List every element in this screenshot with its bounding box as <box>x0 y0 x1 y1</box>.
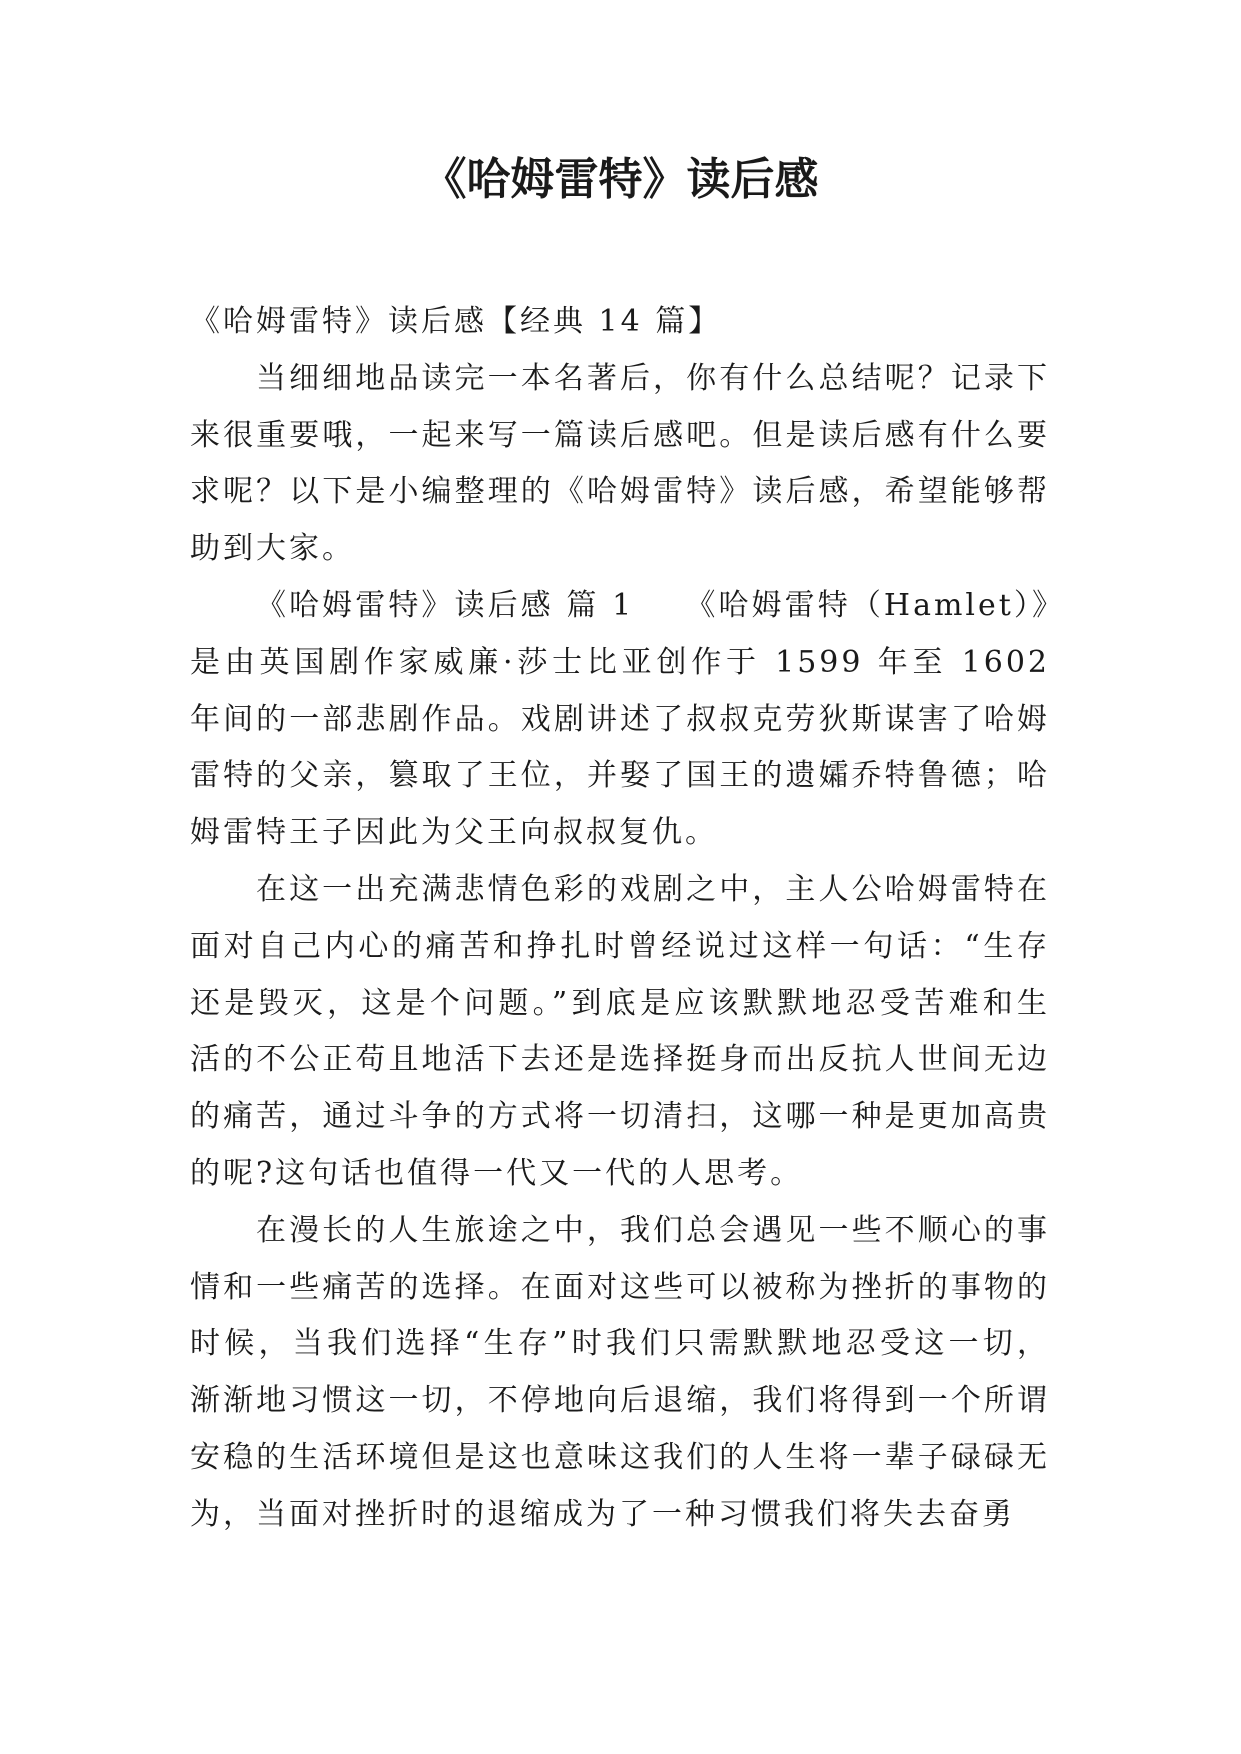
document-body <box>190 294 1050 1544</box>
document-subtitle: 《哈姆雷特》读后感【经典 14 篇】 <box>190 304 722 339</box>
paragraph-essay-1-intro: 《哈姆雷特》读后感 篇 1 《哈姆雷特（Hamlet）》是由英国剧作家威廉·莎士比亚创作于 1599 年至 1602 年间的一部悲剧作品。戏剧讲述了叔叔克劳狄斯谋害了哈姆雷特的父亲，篡取了王位，并娶了国王的遗孀乔特鲁德；哈姆雷特王子因此为父王向叔叔复仇。 <box>190 587 1050 851</box>
paragraph-intro: 当细细地品读完一本名著后，你有什么总结呢？记录下来很重要哦，一起来写一篇读后感吧。但是读后感有什么要求呢？以下是小编整理的《哈姆雷特》读后感，希望能够帮助到大家。 <box>190 360 1050 567</box>
paragraph-life-journey: 在漫长的人生旅途之中，我们总会遇见一些不顺心的事情和一些痛苦的选择。在面对这些可以被称为挫折的事物的时候，当我们选择“生存”时我们只需默默地忍受这一切，渐渐地习惯这一切，不停地向后退缩，我们将得到一个所谓安稳的生活环境但是这也意味这我们的人生将一辈子碌碌无为，当面对挫折时的退缩成为了一种习惯我们将失去奋勇 <box>190 1212 1050 1532</box>
document-title: 《哈姆雷特》读后感 <box>422 154 819 205</box>
paragraph-to-be-or-not: 在这一出充满悲情色彩的戏剧之中，主人公哈姆雷特在面对自己内心的痛苦和挣扎时曾经说过这样一句话：“生存还是毁灭，这是个问题。”到底是应该默默地忍受苦难和生活的不公正苟且地活下去还是选择挺身而出反抗人世间无边的痛苦，通过斗争的方式将一切清扫，这哪一种是更加高贵的呢?这句话也值得一代又一代的人思考。 <box>190 871 1050 1191</box>
